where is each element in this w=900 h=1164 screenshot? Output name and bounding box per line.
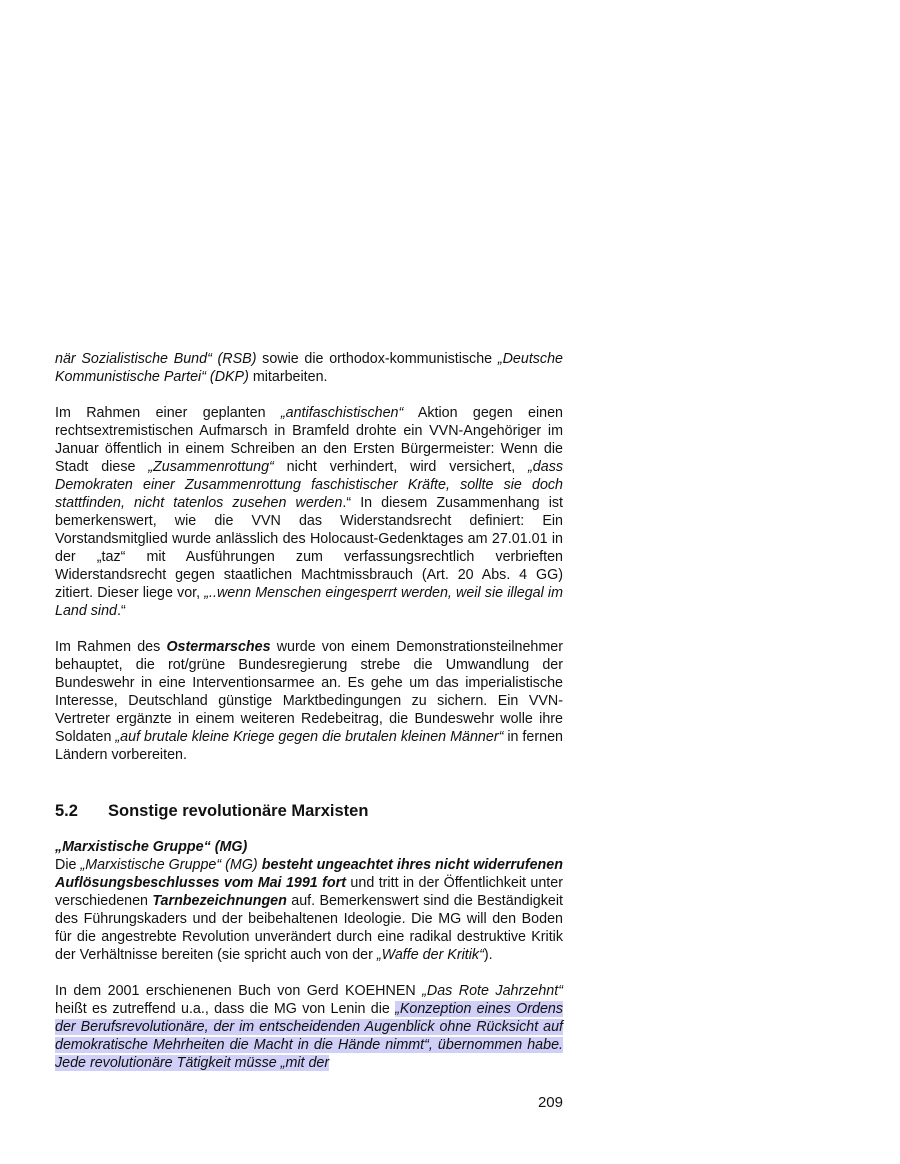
text-span: In dem 2001 erschienenen Buch von Gerd KOEHNEN <box>55 983 423 999</box>
text-span: heißt es zutreffend u.a., dass die MG von Lenin die <box>55 1001 396 1017</box>
text-span: auf. Bemerkenswert sind die Beständigkeit des Führungskaders und der beibehaltenen Ideologie. Die MG will den Boden für die angestrebte Revolution unverändert durch eine radikal destruktive Kritik der Verhältnisse bereiten (sie spricht auch von der <box>55 893 563 963</box>
text-span: mitarbeiten. <box>248 369 328 385</box>
text-span: när Sozialistische Bund“ (RSB) <box>55 351 257 367</box>
text-span: .“ In diesem Zusammenhang ist bemerkenswert, wie die VVN das Widerstandsrecht definiert: Ein Vorstandsmitglied wurde anlässlich des Holocaust-Gedenktages am 27.01.01 in der „taz“ mit Ausführungen zum verfassungsrechtlich verbrieften Widerstandsrecht gegen staatlichen Machtmissbrauch (Art. 20 Abs. 4 GG) zitiert. Dieser liege vor, <box>55 495 563 601</box>
text-span: „Waffe der Kritik“ <box>376 947 484 963</box>
text-span: wurde von einem Demonstrationsteilnehmer behauptet, die rot/grüne Bundesregierung strebe die Umwandlung der Bundeswehr in eine Interventionsarmee an. Es gehe um das imperialistische Interesse, Deutschland günstige Marktbedingungen zu sichern. Ein VVN-Vertreter ergänzte in einem weiteren Redebeitrag, die Bundeswehr wolle ihre Soldaten <box>55 639 563 745</box>
text-span: und tritt in der Öffentlichkeit unter verschiedenen <box>55 875 563 909</box>
text-span: in fernen Ländern vorbereiten. <box>55 729 563 763</box>
text-column <box>55 350 563 1072</box>
section-number: 5.2 <box>55 802 78 820</box>
paragraph-koehnen <box>55 982 563 1072</box>
section-title: Sonstige revolutionäre Marxisten <box>108 802 369 820</box>
text-span: Die <box>55 857 81 873</box>
page-number: 209 <box>537 1094 563 1111</box>
text-span: nicht verhindert, wird versichert, <box>273 459 529 475</box>
text-span: „Deutsche Kommunistische Partei“ (DKP) <box>55 351 563 385</box>
text-span: „antifaschistischen“ <box>280 405 404 421</box>
text-span: Ostermarsches <box>166 639 271 655</box>
text-span: „..wenn Menschen eingesperrt werden, weil sie illegal im Land sind <box>55 585 563 619</box>
text-span: .“ <box>117 603 126 619</box>
paragraph-rsb-dkp <box>55 350 563 386</box>
text-span: Im Rahmen des <box>55 639 167 655</box>
text-span: „dass Demokraten einer Zusammenrottung faschistischer Kräfte, sollte sie doch stattfinden, nicht tatenlos zusehen werden <box>55 459 563 511</box>
text-span: Im Rahmen einer geplanten <box>55 405 281 421</box>
text-span: „Marxistische Gruppe“ (MG) <box>80 857 258 873</box>
text-span: Aktion gegen einen rechtsextremistischen Aufmarsch in Bramfeld drohte ein VVN-Angehöriger im Januar öffentlich in einem Schreiben an den Ersten Bürgermeister: Wenn die Stadt diese <box>55 405 563 475</box>
text-span: „Das Rote Jahrzehnt“ <box>422 983 563 999</box>
text-span: sowie die orthodox-kommunistische <box>256 351 498 367</box>
paragraph-bramfeld <box>55 404 563 620</box>
subheading-mg: „Marxistische Gruppe“ (MG) <box>55 839 248 855</box>
text-span: besteht ungeachtet ihres nicht widerrufenen Auflösungsbeschlusses vom Mai 1991 fort <box>55 857 563 891</box>
paragraph-mg <box>55 856 563 964</box>
text-span: Tarnbezeichnungen <box>152 893 287 909</box>
text-span: „Zusammenrottung“ <box>148 459 274 475</box>
section-heading <box>55 800 563 822</box>
text-span: „auf brutale kleine Kriege gegen die brutalen kleinen Männer“ <box>115 729 504 745</box>
text-span: ). <box>483 947 493 963</box>
highlighted-quote: „Konzeption eines Ordens der Berufsrevolutionäre, der im entscheidenden Augenblick ohne Rücksicht auf demokratische Mehrheiten die Macht in die Hände nimmt“, übernommen habe. Jede revolutionäre Tätigkeit müsse „mit der <box>55 1001 564 1071</box>
paragraph-ostermarsch <box>55 638 563 764</box>
